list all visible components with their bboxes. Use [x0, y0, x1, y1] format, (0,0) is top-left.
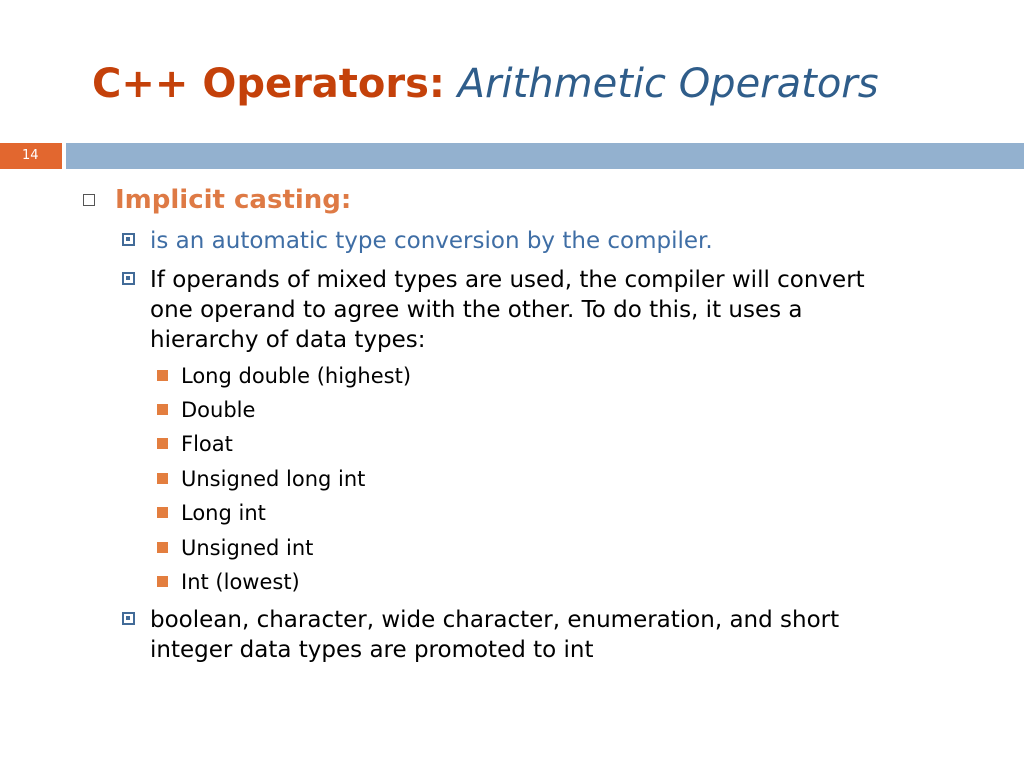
hierarchy-item: Float — [181, 432, 233, 456]
header-bar — [66, 143, 1024, 169]
square-bullet-icon — [122, 233, 135, 246]
filled-square-bullet-icon — [157, 370, 168, 381]
filled-square-bullet-icon — [157, 507, 168, 518]
title-sub: Arithmetic Operators — [457, 61, 879, 107]
square-bullet-icon — [122, 612, 135, 625]
hierarchy-item: Double — [181, 398, 256, 422]
hierarchy-item: Long int — [181, 501, 266, 525]
square-bullet-icon — [83, 194, 95, 206]
hierarchy-item: Int (lowest) — [181, 570, 300, 594]
hierarchy-item: Unsigned int — [181, 536, 314, 560]
title-main: C++ Operators: — [92, 61, 445, 107]
definition-text: is an automatic type conversion by the compiler. — [150, 228, 713, 254]
slide-title — [92, 56, 879, 112]
hierarchy-item: Unsigned long int — [181, 467, 366, 491]
square-bullet-icon — [122, 272, 135, 285]
heading-implicit-casting: Implicit casting: — [115, 185, 352, 215]
mixed-types-line: one operand to agree with the other. To do this, it uses a — [150, 297, 803, 323]
promotion-line: integer data types are promoted to int — [150, 637, 594, 663]
filled-square-bullet-icon — [157, 473, 168, 484]
filled-square-bullet-icon — [157, 438, 168, 449]
filled-square-bullet-icon — [157, 576, 168, 587]
mixed-types-line: hierarchy of data types: — [150, 327, 426, 353]
promotion-line: boolean, character, wide character, enumeration, and short — [150, 607, 840, 633]
mixed-types-line: If operands of mixed types are used, the compiler will convert — [150, 267, 865, 293]
hierarchy-item: Long double (highest) — [181, 364, 412, 388]
filled-square-bullet-icon — [157, 404, 168, 415]
slide-number: 14 — [0, 143, 62, 169]
filled-square-bullet-icon — [157, 542, 168, 553]
